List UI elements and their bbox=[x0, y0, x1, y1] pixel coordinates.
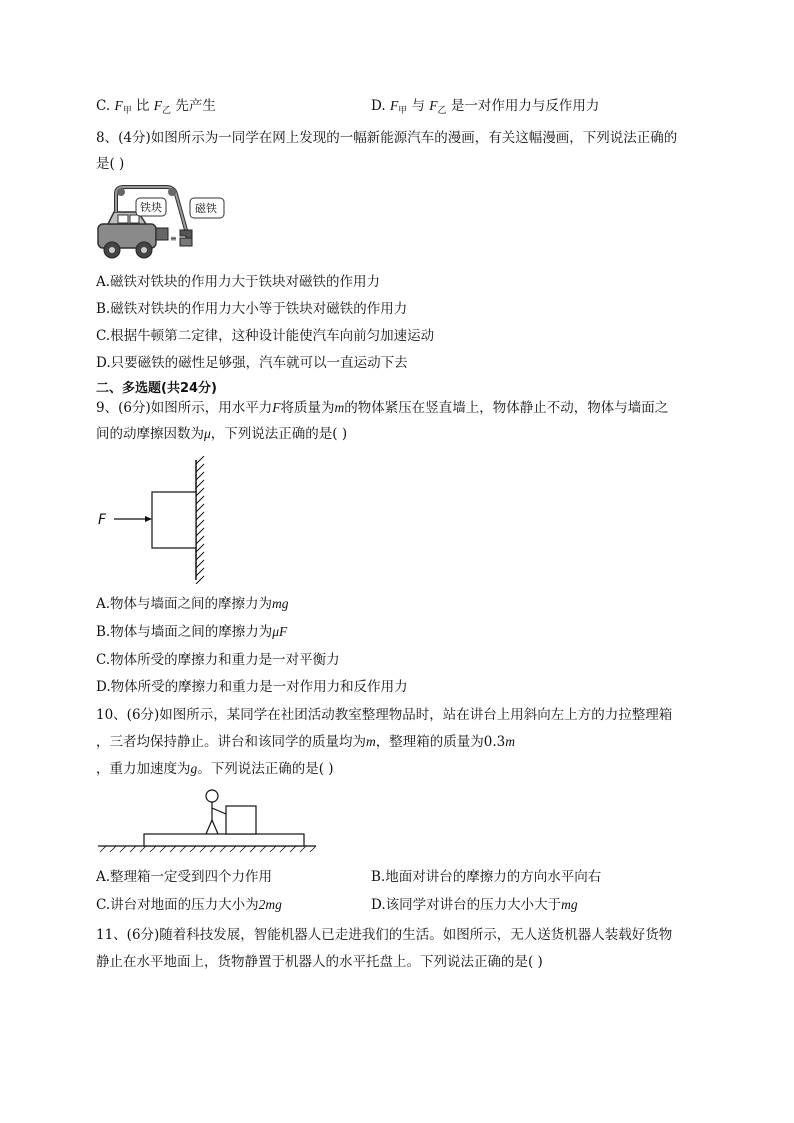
q8-option-d: D.只要磁铁的磁性足够强，汽车就可以一直运动下去 bbox=[96, 355, 408, 371]
label-iron-block: 铁块 bbox=[140, 201, 162, 214]
q9-figure-block-on-wall bbox=[96, 456, 216, 584]
q11-stem-line2: 静止在水平地面上，货物静置于机器人的水平托盘上。下列说法正确的是( ) bbox=[96, 954, 543, 970]
q8-option-c: C.根据牛顿第二定律，这种设计能使汽车向前匀加速运动 bbox=[96, 328, 435, 344]
q10-stem-line3: ，重力加速度为g。下列说法正确的是( ) bbox=[96, 761, 334, 777]
q9-option-d: D.物体所受的摩擦力和重力是一对作用力和反作用力 bbox=[96, 679, 408, 695]
q11-stem-line1: 11、(6分)随着科技发展，智能机器人已走进我们的生活。如图所示，无人送货机器人装载好货物 bbox=[96, 927, 673, 943]
q10-option-a: A.整理箱一定受到四个力作用 bbox=[96, 869, 273, 885]
q10-option-c: C.讲台对地面的压力大小为2mg bbox=[96, 897, 282, 913]
q8-option-b: B.磁铁对铁块的作用力大小等于铁块对磁铁的作用力 bbox=[96, 301, 408, 317]
q9-option-b: B.物体与墙面之间的摩擦力为μF bbox=[96, 624, 288, 640]
q9-option-c: C.物体所受的摩擦力和重力是一对平衡力 bbox=[96, 652, 340, 668]
q8-option-a: A.磁铁对铁块的作用力大于铁块对磁铁的作用力 bbox=[96, 274, 381, 290]
svg-text:≡: ≡ bbox=[170, 234, 177, 243]
q10-figure-student-on-platform bbox=[96, 786, 318, 856]
q7-option-c: C. $F_甲$ 比 $F_乙$ 先产生 bbox=[96, 98, 216, 116]
q8-stem-line2: 是( ) bbox=[96, 156, 125, 172]
force-label-F: F bbox=[98, 512, 107, 528]
label-magnet: 磁铁 bbox=[195, 202, 217, 215]
q10-stem-line1: 10、(6分)如图所示，某同学在社团活动教室整理物品时，站在讲台上用斜向左上方的力拉整理箱 bbox=[96, 707, 673, 723]
q10-option-b: B.地面对讲台的摩擦力的方向水平向右 bbox=[371, 869, 602, 885]
section-heading-multiple-choice: 二、多选题(共24分) bbox=[96, 381, 217, 396]
q9-option-a: A.物体与墙面之间的摩擦力为mg bbox=[96, 596, 289, 612]
q9-stem-line1: 9、(6分)如图所示，用水平力F将质量为m的物体紧压在竖直墙上，物体静止不动，物体与墙面之 bbox=[96, 400, 669, 416]
q7-option-d: D. $F_甲$ 与 $F_乙$ 是一对作用力与反作用力 bbox=[371, 98, 600, 116]
q10-stem-line2: ，三者均保持静止。讲台和该同学的质量均为m，整理箱的质量为0.3m bbox=[96, 734, 515, 750]
q8-figure-car-cartoon bbox=[94, 184, 236, 262]
q8-stem-line1: 8、(4分)如图所示为一同学在网上发现的一幅新能源汽车的漫画，有关这幅漫画，下列说法正确的 bbox=[96, 130, 678, 146]
q9-stem-line2: 间的动摩擦因数为μ，下列说法正确的是( ) bbox=[96, 426, 348, 442]
q10-option-d: D.该同学对讲台的压力大小大于mg bbox=[371, 897, 578, 913]
